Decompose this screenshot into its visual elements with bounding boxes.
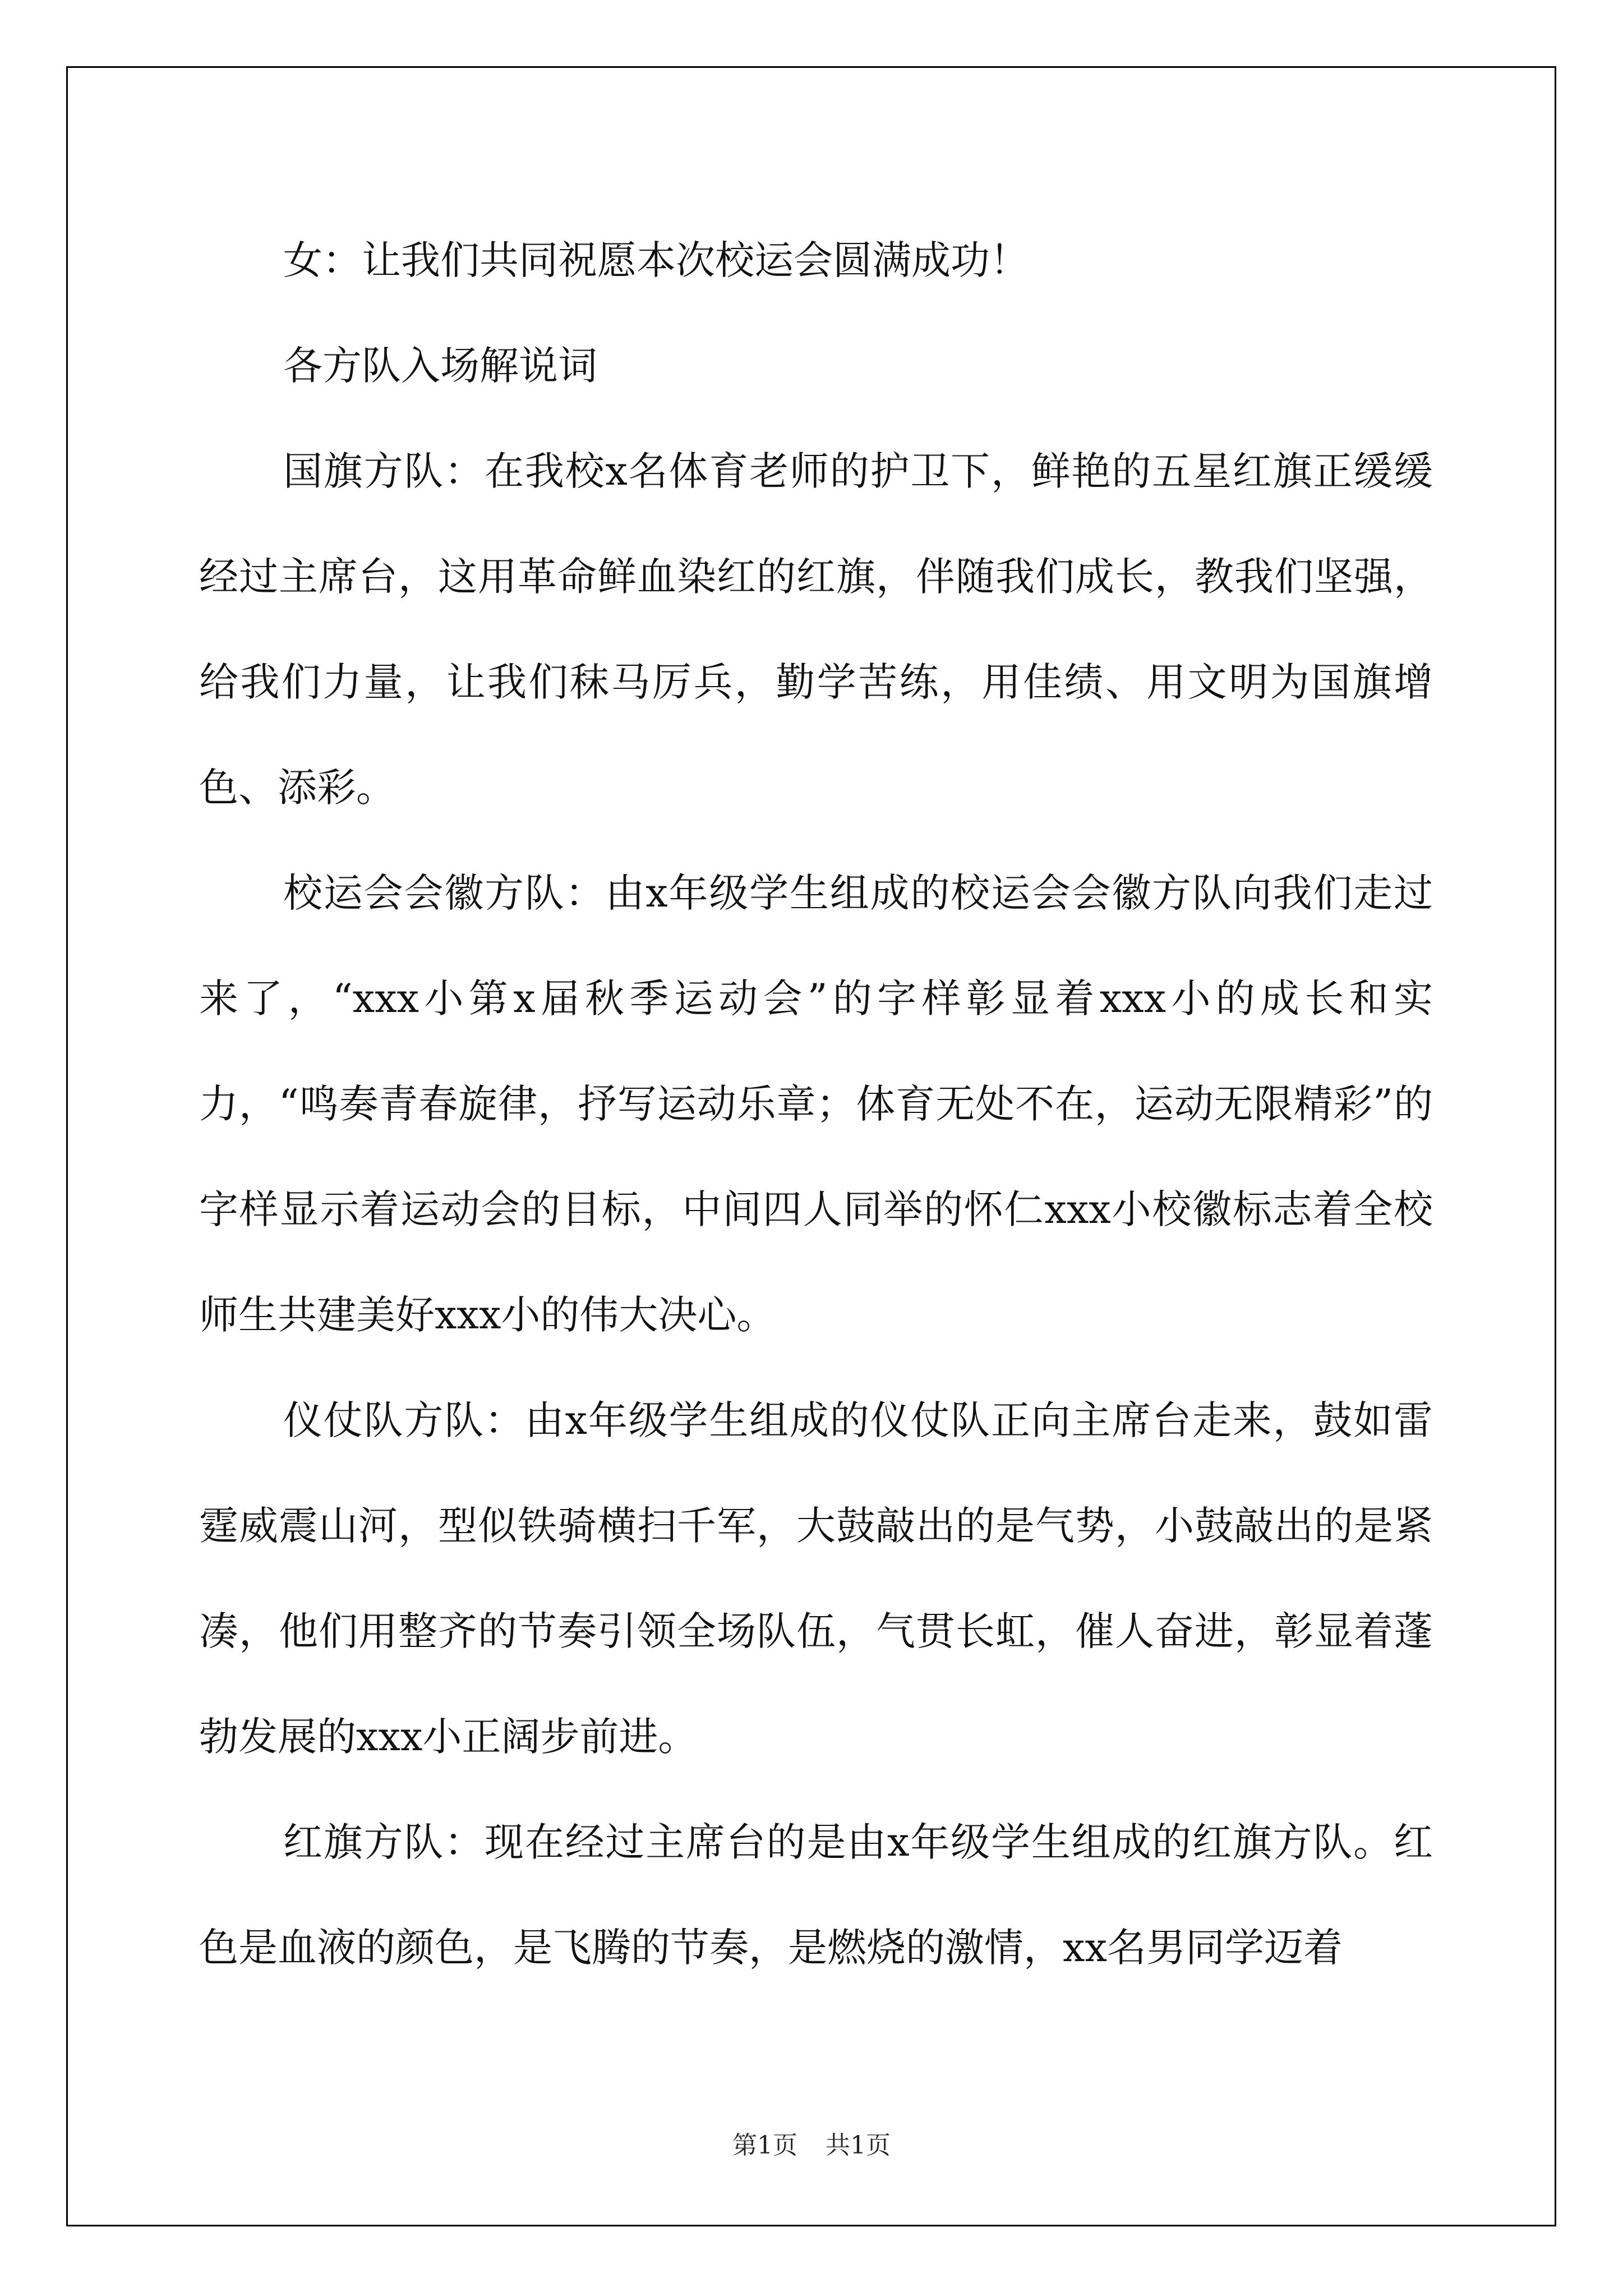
paragraph-red-flag: 红旗方队：现在经过主席台的是由x年级学生组成的红旗方队。红色是血液的颜色，是飞腾的节奏，是燃烧的激情，xx名男同学迈着 bbox=[199, 1819, 1433, 1971]
paragraph-honor-guard: 仪仗队方队：由x年级学生组成的仪仗队正向主席台走来，鼓如雷霆威震山河，型似铁骑横扫千军，大鼓敲出的是气势，小鼓敲出的是紧凑，他们用整齐的节奏引领全场队伍，气贯长虹，催人奋进，彰显着蓬勃发展的xxx小正阔步前进。 bbox=[199, 1397, 1433, 1760]
section-heading: 各方队入场解说词 bbox=[283, 343, 597, 389]
document-body bbox=[199, 208, 1433, 2000]
paragraph-closing-wish: 女：让我们共同祝愿本次校运会圆满成功！ bbox=[283, 237, 1029, 283]
paragraph-national-flag: 国旗方队：在我校x名体育老师的护卫下，鲜艳的五星红旗正缓缓经过主席台，这用革命鲜血染红的红旗，伴随我们成长，教我们坚强，给我们力量，让我们秣马厉兵，勤学苦练，用佳绩、用文明为国旗增色、添彩。 bbox=[199, 448, 1433, 811]
paragraph-emblem: 校运会会徽方队：由x年级学生组成的校运会会徽方队向我们走过来了，“xxx小第x届秋季运动会”的字样彰显着xxx小的成长和实力，“鸣奏青春旋律，抒写运动乐章；体育无处不在，运动无限精彩”的字样显示着运动会的目标，中间四人同举的怀仁xxx小校徽标志着全校师生共建美好xxx小的伟大决心。 bbox=[199, 870, 1433, 1338]
page-number: 第1页 bbox=[732, 2131, 797, 2160]
page-total: 共1页 bbox=[826, 2131, 891, 2160]
page-footer bbox=[0, 2125, 1623, 2161]
